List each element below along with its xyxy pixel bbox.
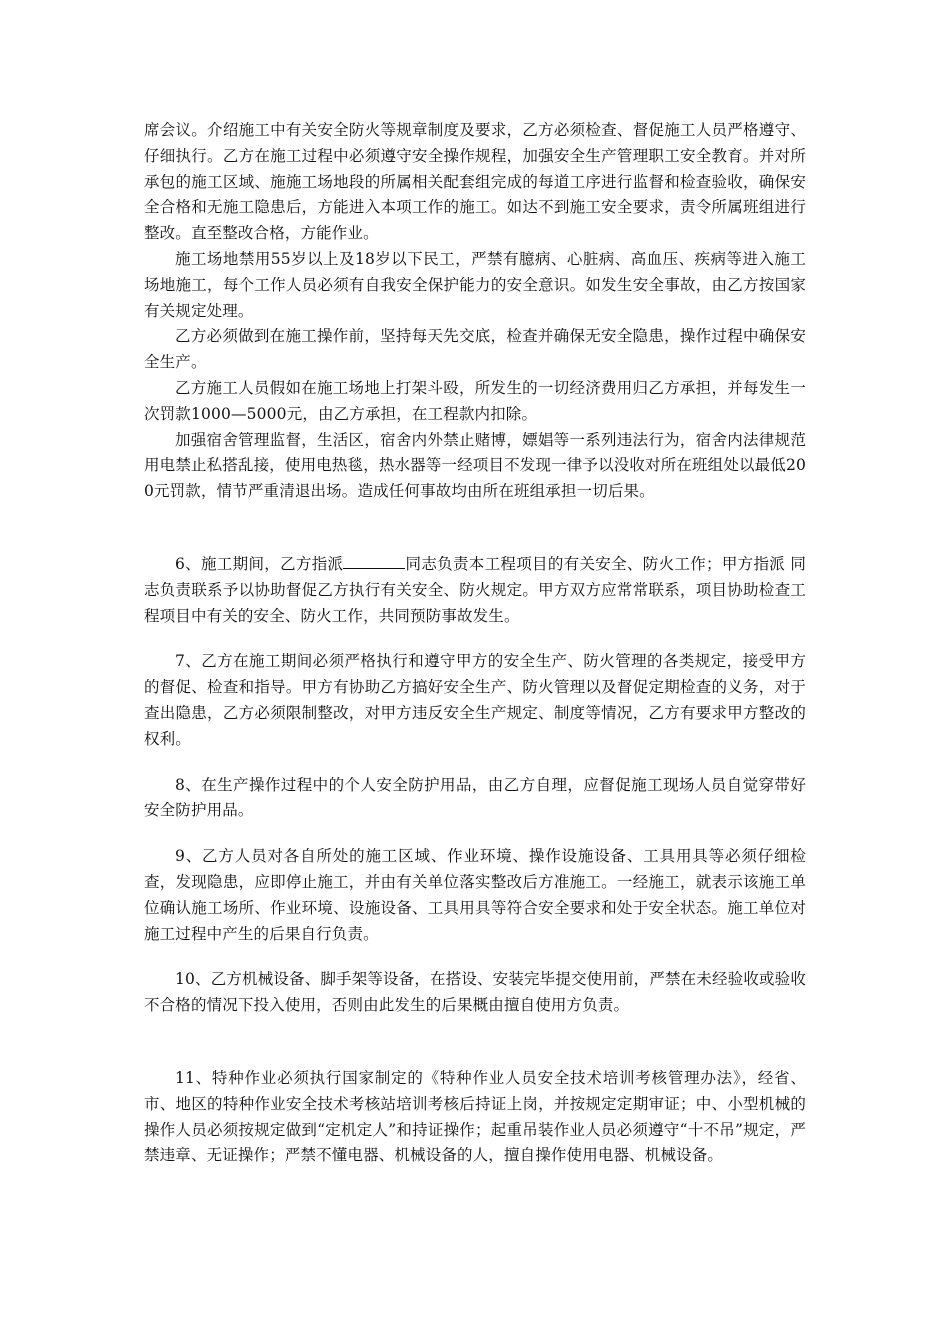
paragraph-age-restriction: 施工场地禁用55岁以上及18岁以下民工，严禁有臆病、心脏病、高血压、疾病等进入施工场地施工，每个工作人员必须有自我安全保护能力的安全意识。如发生安全事故，由乙方按国家有关规定处理。 — [144, 249, 806, 320]
clause-6-text-start: 6、施工期间，乙方指派 — [175, 554, 344, 573]
spacer — [144, 629, 806, 649]
clause-6-text-end: 同志负责本工程项目的有关安全、防火工作；甲方指派 同志负责联系予以协助督促乙方执行有关安全、防火规定。甲方双方应常常联系，项目协助检查工程项目中有关的安全、防火工作，共同预防事故发生。 — [144, 554, 806, 625]
spacer — [144, 947, 806, 967]
clause-9: 9、乙方人员对各自所处的施工区域、作业环境、操作设施设备、工具用具等必须仔细检查，发现隐患，应即停止施工，并由有关单位落实整改后方准施工。一经施工，就表示该施工单位确认施工场所、作业环境、设施设备、工具用具等符合安全要求和处于安全状态。施工单位对施工过程中产生的后果自行负责。 — [144, 847, 806, 943]
paragraph-dormitory-management: 加强宿舍管理监督，生活区，宿舍内外禁止赌博，嫖娼等一系列违法行为，宿舍内法律规范用电禁止私搭乱接，使用电热毯，热水器等一经项目不发现一律予以没收对所在班组处以最低200元罚款，情节严重清退出场。造成任何事故均由所在班组承担一切后果。 — [144, 430, 806, 501]
document-page — [144, 118, 806, 1169]
clause-7: 7、乙方在施工期间必须严格执行和遵守甲方的安全生产、防火管理的各类规定，接受甲方的督促、检查和指导。甲方有协助乙方搞好安全生产、防火管理以及督促定期检查的义务，对于查出隐患，乙方必须限制整改，对甲方违反安全生产规定、制度等情况，乙方有要求甲方整改的权利。 — [144, 652, 806, 748]
clause-11: 11、特种作业必须执行国家制定的《特种作业人员安全技术培训考核管理办法》，经省、市、地区的特种作业安全技术考核站培训考核后持证上岗，并按规定定期审证；中、小型机械的操作人员必须按规定做到“定机定人”和持证操作；起重吊装作业人员必须遵守“十不吊”规定，严禁违章、无证操作；严禁不懂电器、机械设备的人，擅自操作使用电器、机械设备。 — [144, 1068, 806, 1165]
paragraph-daily-briefing: 乙方必须做到在施工操作前，坚持每天先交底，检查并确保无安全隐患，操作过程中确保安全生产。 — [144, 327, 806, 372]
spacer — [144, 824, 806, 844]
spacer — [144, 753, 806, 773]
paragraph-fighting-penalty: 乙方施工人员假如在施工场地上打架斗殴，所发生的一切经济费用归乙方承担，并每发生一次罚款1000—5000元，由乙方承担，在工程款内扣除。 — [144, 378, 806, 423]
fill-in-blank — [343, 552, 405, 569]
clause-6 — [144, 552, 806, 629]
spacer — [144, 1019, 806, 1066]
paragraph-intro: 席会议。介绍施工中有关安全防火等规章制度及要求，乙方必须检查、督促施工人员严格遵守、仔细执行。乙方在施工过程中必须遵守安全操作规程，加强安全生产管理职工安全教育。并对所承包的施工区域、施施工场地段的所属相关配套组完成的每道工序进行监督和检查验收，确保安全合格和无施工隐患后，方能进入本项工作的施工。如达不到施工安全要求，责令所属班组进行整改。直至整改合格，方能作业。 — [144, 121, 806, 243]
clause-8: 8、在生产操作过程中的个人安全防护用品，由乙方自理，应督促施工现场人员自觉穿带好安全防护用品。 — [144, 775, 806, 820]
clause-10: 10、乙方机械设备、脚手架等设备，在搭设、安装完毕提交使用前，严禁在未经验收或验收不合格的情况下投入使用，否则由此发生的后果概由擅自使用方负责。 — [144, 970, 806, 1015]
spacer — [144, 505, 806, 552]
